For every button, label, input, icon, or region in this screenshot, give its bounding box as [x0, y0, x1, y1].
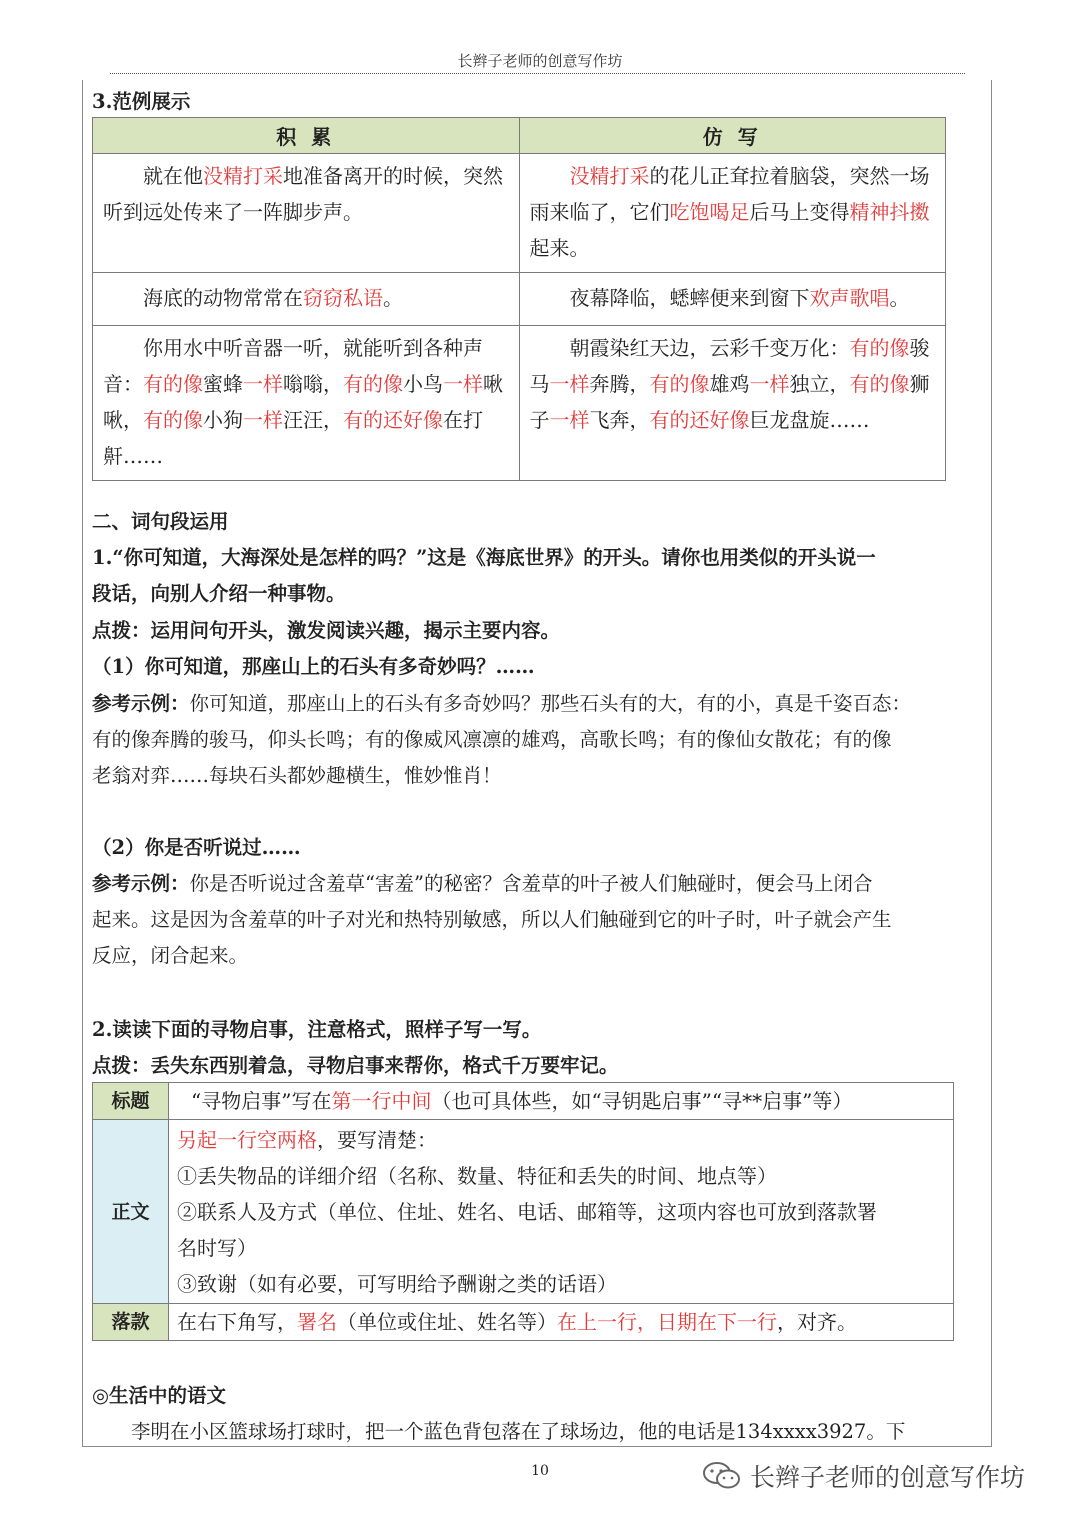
reference-label: 参考示例： — [92, 872, 190, 895]
format-label-body: 正文 — [93, 1120, 169, 1304]
watermark-text: 长辫子老师的创意写作坊 — [750, 1463, 1026, 1492]
reference-label: 参考示例： — [92, 692, 190, 715]
section-2-title: 二、词句段运用 — [92, 510, 229, 533]
example-cell: 海底的动物常常在窃窃私语。 — [93, 273, 520, 326]
life-section-text: 李明在小区篮球场打球时，把一个蓝色背包落在了球场边，他的电话是134xxxx3927。下 — [131, 1420, 906, 1443]
page-number: 10 — [531, 1463, 549, 1479]
reference-1-line-3: 老翁对弈……每块石头都妙趣横生，惟妙惟肖！ — [92, 764, 502, 787]
header-divider — [110, 73, 965, 74]
life-section-title: ◎生活中的语文 — [92, 1384, 227, 1407]
reference-2-line-3: 反应，闭合起来。 — [92, 944, 249, 967]
format-content-body: 另起一行空两格，要写清楚： ①丢失物品的详细介绍（名称、数量、特征和丢失的时间、地点等） ②联系人及方式（单位、住址、姓名、电话、邮箱等，这项内容也可放到落款署 名时写） ③致谢（如有必要，可写明给予酬谢之类的话语） — [169, 1120, 954, 1304]
section-3-title: 3.范例展示 — [92, 90, 191, 113]
question-1-line-2: 段话，向别人介绍一种事物。 — [92, 582, 346, 605]
format-label-signature: 落款 — [93, 1304, 169, 1341]
watermark — [702, 1458, 1025, 1494]
example-cell: 夜幕降临，蟋蟀便来到窗下欢声歌唱。 — [519, 273, 946, 326]
example-cell: 没精打采的花儿正耷拉着脑袋，突然一场雨来临了，它们吃饱喝足后马上变得精神抖擞起来。 — [519, 154, 946, 273]
sub-question-1: （1）你可知道，那座山上的石头有多奇妙吗？…… — [92, 655, 535, 678]
reference-2-line-2: 起来。这是因为含羞草的叶子对光和热特别敏感，所以人们触碰到它的叶子时，叶子就会产生 — [92, 908, 892, 931]
tip-1: 点拨：运用问句开头，激发阅读兴趣，揭示主要内容。 — [92, 619, 561, 642]
example-table — [92, 117, 946, 481]
reference-1-line-1: 参考示例：你可知道，那座山上的石头有多奇妙吗？那些石头有的大，有的小，真是千姿百态： — [92, 692, 912, 715]
header-title: 长辫子老师的创意写作坊 — [457, 52, 623, 70]
example-cell: 就在他没精打采地准备离开的时候，突然听到远处传来了一阵脚步声。 — [93, 154, 520, 273]
example-cell: 你用水中听音器一听，就能听到各种声音：有的像蜜蜂一样嗡嗡，有的像小鸟一样啾啾，有的像小狗一样汪汪，有的还好像在打鼾…… — [93, 326, 520, 481]
question-1-line-1: 1.“你可知道，大海深处是怎样的吗？”这是《海底世界》的开头。请你也用类似的开头说一 — [92, 546, 876, 569]
example-header-accumulate: 积 累 — [93, 118, 520, 154]
tip-2: 点拨：丢失东西别着急，寻物启事来帮你，格式千万要牢记。 — [92, 1054, 619, 1077]
wechat-icon — [702, 1460, 742, 1492]
question-2: 2.读读下面的寻物启事，注意格式，照样子写一写。 — [92, 1018, 542, 1041]
reference-1-line-2: 有的像奔腾的骏马，仰头长鸣；有的像威风凛凛的雄鸡，高歌长鸣；有的像仙女散花；有的像 — [92, 728, 892, 751]
format-label-title: 标题 — [93, 1083, 169, 1120]
format-content-signature: 在右下角写，署名（单位或住址、姓名等）在上一行，日期在下一行，对齐。 — [169, 1304, 954, 1341]
notice-format-table — [92, 1082, 954, 1341]
sub-question-2: （2）你是否听说过…… — [92, 836, 301, 859]
example-cell: 朝霞染红天边，云彩千变万化：有的像骏马一样奔腾，有的像雄鸡一样独立，有的像狮子一样飞奔，有的还好像巨龙盘旋…… — [519, 326, 946, 481]
reference-2-line-1: 参考示例：你是否听说过含羞草“害羞”的秘密？含羞草的叶子被人们触碰时，便会马上闭合 — [92, 872, 873, 895]
example-header-imitate: 仿 写 — [519, 118, 946, 154]
format-content-title: “寻物启事”写在第一行中间（也可具体些，如“寻钥匙启事”“寻**启事”等） — [169, 1083, 954, 1120]
